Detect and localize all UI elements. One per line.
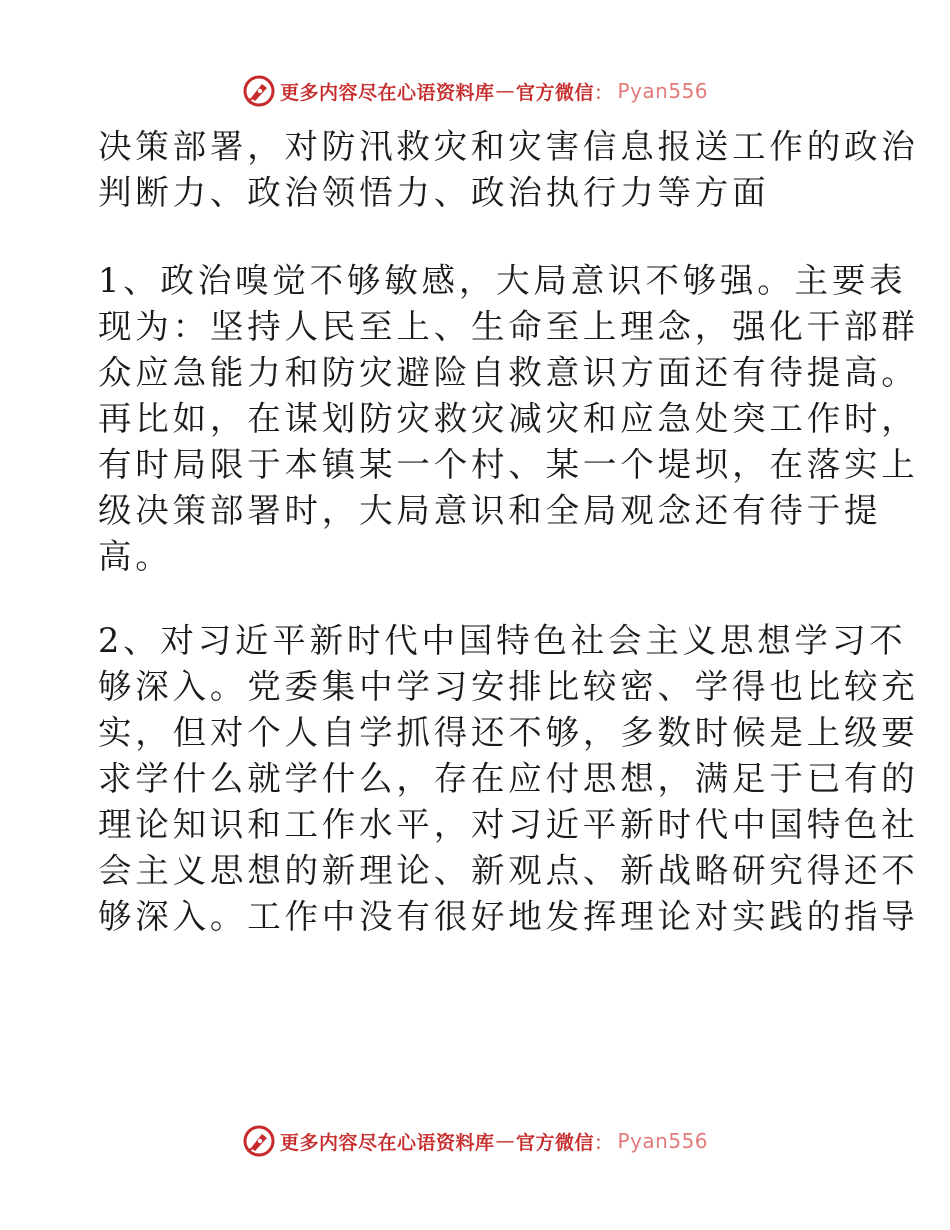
watermark-brand: 更多内容尽在心语资料库 — [279, 81, 495, 104]
watermark-brand: 更多内容尽在心语资料库 — [279, 1131, 495, 1154]
intro-paragraph — [98, 124, 919, 216]
text-line: 决策部署，对防汛救灾和灾害信息报送工作的政治 — [98, 127, 919, 166]
text-line: 判断力、政治领悟力、政治执行力等方面 — [98, 173, 770, 212]
watermark-separator: — — [495, 80, 515, 102]
document-body — [98, 124, 919, 940]
watermark-wechat-id: Pyan556 — [617, 79, 709, 103]
item-2-paragraph — [98, 618, 919, 940]
text-line: 2、对习近平新时代中国特色社会主义思想学习不 — [98, 621, 907, 660]
text-line: 理论知识和工作水平，对习近平新时代中国特色社 — [98, 805, 919, 844]
text-line: 有时局限于本镇某一个村、某一个堤坝，在落实上 — [98, 445, 919, 484]
text-line: 高。 — [98, 537, 173, 576]
pen-nib-logo-icon — [242, 1124, 276, 1158]
text-line: 会主义思想的新理论、新观点、新战略研究得还不 — [98, 851, 919, 890]
text-line: 实，但对个人自学抓得还不够，多数时候是上级要 — [98, 713, 919, 752]
text-line: 再比如，在谋划防灾救灾减灾和应急处突工作时， — [98, 399, 919, 438]
text-line: 求学什么就学什么，存在应付思想，满足于已有的 — [98, 759, 919, 798]
watermark-colon: ： — [594, 1131, 614, 1154]
watermark-separator: — — [495, 1130, 515, 1152]
text-line: 级决策部署时，大局意识和全局观念还有待于提 — [98, 491, 882, 530]
text-line: 够深入。党委集中学习安排比较密、学得也比较充 — [98, 667, 919, 706]
watermark-wechat-label: 官方微信 — [515, 1131, 594, 1154]
text-line: 现为：坚持人民至上、生命至上理念，强化干部群 — [98, 307, 919, 346]
footer-watermark — [0, 1121, 950, 1161]
header-watermark — [0, 71, 950, 111]
item-1-paragraph — [98, 258, 919, 580]
watermark-wechat-label: 官方微信 — [515, 81, 594, 104]
text-line: 1、政治嗅觉不够敏感，大局意识不够强。主要表 — [98, 261, 907, 300]
watermark-colon: ： — [594, 81, 614, 104]
watermark-wechat-id: Pyan556 — [617, 1129, 709, 1153]
text-line: 够深入。工作中没有很好地发挥理论对实践的指导 — [98, 897, 919, 936]
pen-nib-logo-icon — [242, 74, 276, 108]
text-line: 众应急能力和防灾避险自救意识方面还有待提高。 — [98, 353, 919, 392]
